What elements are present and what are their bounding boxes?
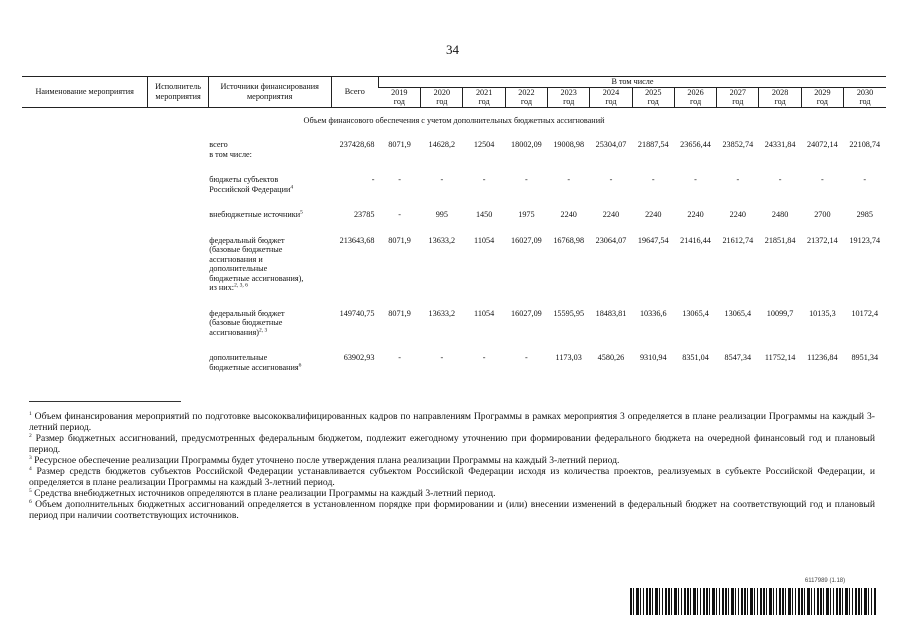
footnote-text: Ресурсное обеспечение реализации Программы будет уточнено после утверждения плана реализации Программы на каждый 3-летний период.	[34, 455, 620, 466]
cell-year-value: 19008,98	[553, 140, 585, 149]
cell-year-value: -	[482, 175, 486, 184]
footnote-text: Размер бюджетных ассигнований, предусмотренных федеральным бюджетом, подлежит ежегодному уточнению при формировании федерального бюджета на очередной финансовый год и плановый период.	[29, 433, 875, 455]
cell-year-value: 18002,09	[511, 140, 542, 149]
cell-year-value: 4580,26	[597, 353, 625, 362]
table-row	[22, 140, 886, 175]
footnote-item	[29, 455, 875, 466]
source-label-line: дополнительные	[209, 353, 268, 362]
cell-year-value: 1450	[475, 210, 493, 219]
table-row	[22, 236, 886, 309]
footnote-ref: 4	[290, 183, 294, 190]
cell-year-value: 10336,6	[639, 308, 667, 318]
source-label-line: (базовые бюджетные	[209, 245, 283, 254]
cell-year-value: 13065,4	[724, 308, 752, 318]
cell-year-value: -	[567, 175, 571, 184]
cell-year-value: 11054	[474, 308, 495, 318]
header-year-2028	[759, 87, 801, 107]
header-year-number: 2027	[729, 87, 746, 97]
cell-year-value: 18483,81	[595, 308, 627, 318]
header-year-2024	[590, 87, 632, 107]
cell-year-value: 8951,34	[851, 353, 879, 362]
header-year-number: 2028	[771, 87, 789, 97]
cell-year-value: 23852,74	[722, 140, 754, 149]
header-year-2022	[505, 87, 547, 107]
header-year-number: 2019	[391, 87, 408, 97]
cell-year-value: -	[398, 210, 401, 219]
cell-name	[22, 236, 148, 309]
cell-year-value: 2240	[602, 210, 620, 219]
cell-executor	[148, 236, 208, 309]
source-label-line: бюджетные ассигнования),	[209, 273, 304, 283]
header-year-number: 2030	[856, 87, 874, 97]
header-source: Источники финансирования мероприятия	[208, 77, 331, 108]
cell-total: -	[371, 175, 375, 184]
cell-year-value: 21416,44	[680, 235, 711, 245]
source-label-line: дополнительные	[209, 264, 268, 273]
section-title: Объем финансового обеспечения с учетом дополнительных бюджетных ассигнований	[303, 115, 605, 125]
cell-year-value: -	[736, 175, 740, 184]
cell-year-value: 16027,09	[511, 235, 542, 245]
cell-year-value: -	[525, 175, 528, 184]
cell-year-value: 8071,9	[388, 235, 411, 245]
cell-year-value: 11054	[474, 235, 495, 245]
cell-year-value: 8071,9	[388, 140, 411, 149]
cell-total: 213643,68	[339, 235, 375, 245]
cell-year-value: 21851,84	[764, 235, 796, 245]
cell-total: 149740,75	[339, 308, 375, 318]
cell-year-value: 19647,54	[637, 235, 669, 245]
cell-year-value: 2240	[729, 210, 746, 219]
footnote-mark: 6	[29, 498, 32, 505]
cell-total: 63902,93	[343, 353, 375, 362]
cell-year-value: 2985	[856, 210, 873, 219]
cell-source	[208, 175, 331, 210]
cell-year-value: 1975	[518, 210, 535, 219]
source-label-line: федеральный бюджет	[209, 308, 285, 318]
budget-table	[22, 76, 886, 388]
header-year-2023	[548, 87, 590, 107]
cell-year-value: 21887,54	[637, 140, 669, 149]
footnote-text: Объем дополнительных бюджетных ассигнований определяется в установленном порядке при формировании и (или) внесении изменений в федеральный бюджет на соответствующий год и плановый период при наличии соответствующих источников.	[29, 499, 875, 521]
cell-year-value: 16027,09	[511, 308, 542, 318]
footnotes	[29, 411, 875, 521]
source-label-line: Российской Федерации	[209, 184, 291, 194]
footnote-ref: 5	[300, 209, 303, 216]
table-header	[22, 77, 886, 108]
header-year-number: 2024	[602, 87, 620, 97]
source-label-line: бюджеты субъектов	[209, 175, 279, 184]
header-year-unit: год	[647, 97, 659, 106]
cell-year-value: 23656,44	[680, 140, 711, 149]
cell-year-value: -	[482, 353, 486, 362]
cell-year-value: -	[525, 353, 528, 362]
source-label-line: в том числе:	[209, 149, 252, 159]
cell-year-value: -	[821, 175, 824, 184]
cell-year-value: 8547,34	[724, 353, 752, 362]
cell-year-value: -	[398, 175, 401, 184]
cell-year-value: 10099,7	[766, 308, 794, 318]
cell-year-value: 19123,74	[849, 235, 881, 245]
footnote-item	[29, 499, 875, 521]
cell-year-value: 16768,98	[553, 235, 585, 245]
barcode-label: 6117989 (1.18)	[804, 578, 846, 584]
footnote-mark: 2	[29, 432, 32, 439]
header-year-2026	[674, 87, 716, 107]
cell-year-value: 13065,4	[682, 308, 709, 318]
cell-source	[208, 236, 331, 309]
source-label-line: ассигнования)	[209, 327, 260, 337]
header-year-unit: год	[605, 97, 617, 106]
footnote-mark: 1	[29, 410, 32, 417]
table-row	[22, 210, 886, 236]
barcode-image	[630, 588, 877, 615]
cell-year-value: 23064,07	[595, 235, 627, 245]
header-year-unit: год	[478, 97, 490, 106]
source-label-line: внебюджетные источники	[209, 210, 301, 219]
header-year-2020	[421, 87, 463, 107]
footnote-item	[29, 466, 875, 488]
page-number: 34	[446, 42, 459, 57]
header-year-number: 2023	[560, 87, 577, 97]
footnote-item	[29, 433, 875, 455]
cell-year-value: 22108,74	[849, 140, 881, 149]
cell-name	[22, 210, 148, 236]
header-year-number: 2020	[433, 87, 451, 97]
cell-executor	[148, 353, 208, 388]
header-year-2030	[844, 87, 886, 107]
cell-source	[208, 140, 331, 175]
header-year-number: 2026	[687, 87, 704, 97]
header-year-unit: год	[563, 97, 575, 106]
header-year-unit: год	[520, 97, 532, 106]
footnote-text: Размер средств бюджетов субъектов Российской Федерации устанавливается субъектом Российской Федерации исходя из количества проектов, реализуемых в субъекте Российской Федерации, и определяется в плане реализации Программы на каждый 3-летний период.	[29, 466, 875, 488]
cell-year-value: 13633,2	[428, 235, 456, 245]
source-label-line: федеральный бюджет	[209, 235, 285, 245]
header-including: В том числе	[378, 77, 886, 88]
cell-year-value: -	[778, 175, 782, 184]
header-total: Всего	[331, 77, 378, 108]
table-row	[22, 175, 886, 210]
cell-year-value: 13633,2	[428, 308, 456, 318]
cell-year-value: 9310,94	[639, 353, 667, 362]
header-year-2019	[378, 87, 420, 107]
header-year-unit: год	[859, 97, 871, 106]
header-year-unit: год	[774, 97, 786, 106]
cell-year-value: 2700	[814, 210, 831, 219]
cell-year-value: 11752,14	[764, 353, 796, 362]
cell-year-value: -	[440, 175, 444, 184]
footnote-item	[29, 488, 875, 499]
footnote-ref: 2, 3	[259, 326, 268, 333]
cell-year-value: 8071,9	[388, 308, 411, 318]
source-label-line: всего	[209, 140, 228, 149]
cell-year-value: 24331,84	[764, 140, 796, 149]
footnote-mark: 3	[29, 454, 32, 461]
cell-year-value: 24072,14	[807, 140, 838, 149]
header-year-unit: год	[436, 97, 448, 106]
cell-source	[208, 353, 331, 388]
cell-year-value: 14628,2	[428, 140, 456, 149]
cell-year-value: 15595,95	[553, 308, 585, 318]
header-year-2021	[463, 87, 505, 107]
cell-year-value: -	[694, 175, 697, 184]
cell-year-value: 10172,4	[851, 308, 879, 318]
cell-name	[22, 140, 148, 175]
cell-year-value: 10135,3	[809, 308, 836, 318]
footnote-ref: 6	[298, 361, 302, 368]
header-year-number: 2022	[518, 87, 535, 97]
cell-year-value: 21372,14	[807, 235, 838, 245]
cell-name	[22, 175, 148, 210]
header-year-unit: год	[689, 97, 702, 106]
table-body	[22, 107, 886, 388]
table-row	[22, 353, 886, 388]
cell-executor	[148, 175, 208, 210]
header-year-unit: год	[816, 97, 828, 106]
cell-year-value: 21612,74	[722, 235, 754, 245]
footnote-ref: 2, 3, 6	[234, 282, 248, 289]
cell-source	[208, 309, 331, 354]
cell-year-value: 12504	[473, 140, 495, 149]
header-year-2029	[801, 87, 843, 107]
source-label-line: ассигнования и	[209, 254, 263, 264]
cell-year-value: 11236,84	[807, 353, 838, 362]
header-year-number: 2025	[645, 87, 662, 97]
header-year-unit: год	[393, 97, 405, 106]
footnote-divider	[29, 401, 181, 402]
source-label-line: бюджетные ассигнования	[209, 362, 299, 372]
cell-year-value: -	[440, 353, 444, 362]
cell-executor	[148, 309, 208, 354]
cell-year-value: 2240	[645, 210, 662, 219]
cell-year-value: 2240	[687, 210, 704, 219]
cell-year-value: 8351,04	[682, 353, 709, 362]
cell-year-value: 25304,07	[595, 140, 627, 149]
header-executor: Исполнитель мероприятия	[148, 77, 208, 108]
cell-executor	[148, 210, 208, 236]
cell-year-value: -	[863, 175, 867, 184]
cell-year-value: 2480	[771, 210, 789, 219]
footnote-mark: 4	[29, 465, 32, 472]
cell-total: 23785	[353, 210, 375, 219]
header-year-2025	[632, 87, 674, 107]
cell-total: 237428,68	[339, 140, 375, 149]
header-year-unit: год	[732, 97, 744, 106]
header-year-number: 2029	[814, 87, 831, 97]
cell-year-value: 995	[435, 210, 448, 219]
source-label-line: из них:	[209, 283, 235, 292]
cell-name	[22, 309, 148, 354]
table-row	[22, 309, 886, 354]
cell-year-value: 2240	[560, 210, 577, 219]
footnote-mark: 5	[29, 487, 32, 494]
cell-year-value: -	[651, 175, 655, 184]
header-year-number: 2021	[475, 87, 493, 97]
footnote-text: Объем финансирования мероприятий по подготовке высококвалифицированных кадров по направлениям Программы в рамках мероприятия 3 определяется в плане реализации Программы на каждый 3-летний период.	[29, 411, 875, 433]
header-name: Наименование мероприятия	[22, 77, 148, 108]
cell-year-value: 1173,03	[555, 353, 582, 362]
header-year-2027	[717, 87, 759, 107]
cell-year-value: -	[609, 175, 613, 184]
source-label-line: (базовые бюджетные	[209, 318, 283, 327]
cell-executor	[148, 140, 208, 175]
footnote-item	[29, 411, 875, 433]
cell-source	[208, 210, 331, 236]
cell-name	[22, 353, 148, 388]
footnote-text: Средства внебюджетных источников определяются в плане реализации Программы на каждый 3-летний период.	[34, 488, 496, 499]
cell-year-value: -	[398, 353, 401, 362]
